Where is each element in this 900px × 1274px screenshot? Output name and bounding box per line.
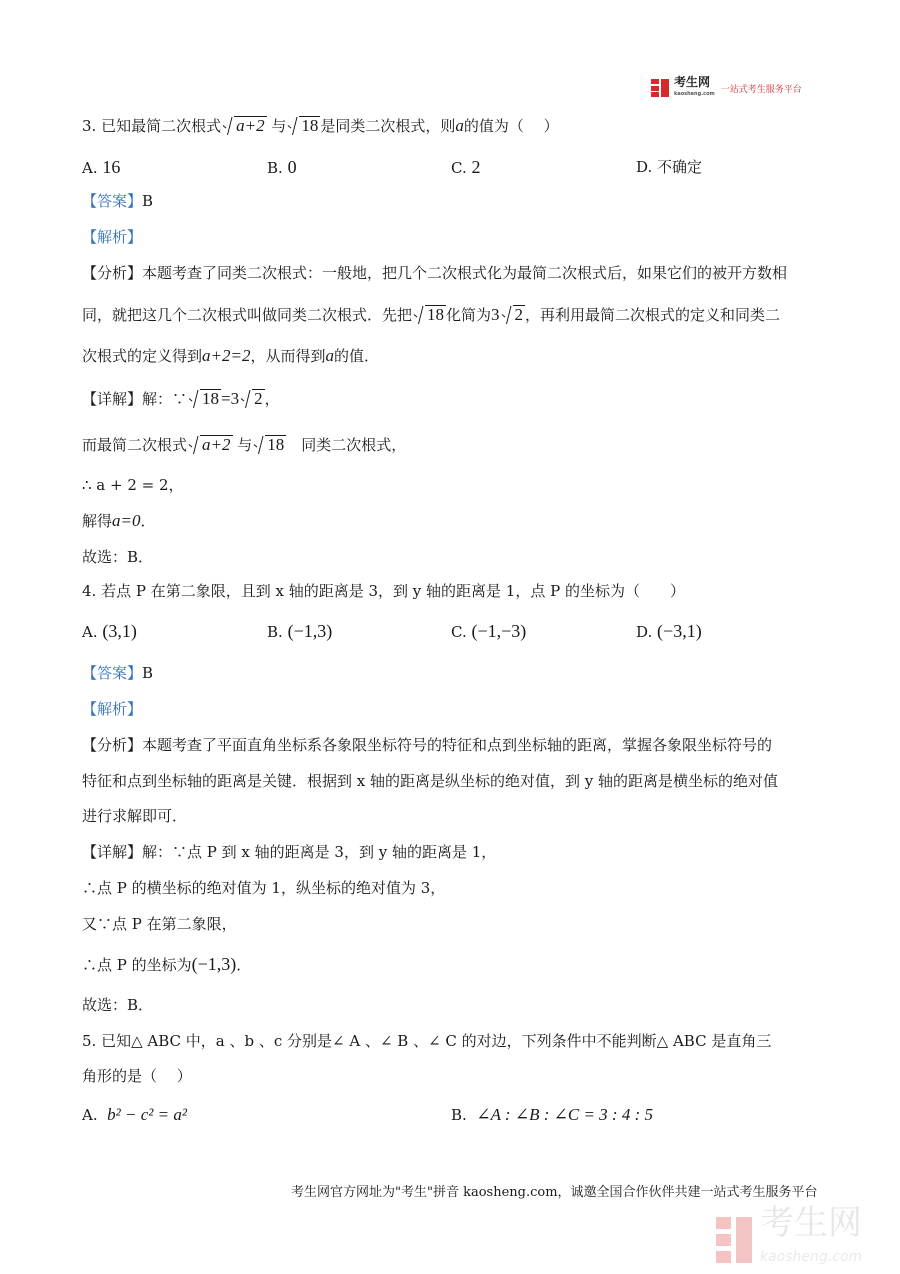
q5-stem-line2: 角形的是（ ） [82, 1067, 192, 1085]
q3-option-b: B. 0 [267, 157, 297, 177]
q3-option-a: A. 16 [82, 157, 121, 177]
q4-option-d: D. (−3,1) [636, 621, 702, 641]
q3-analysis-tag: 【解析】 [82, 228, 143, 246]
q3-xiangjie-line4: 解得a=0． [82, 511, 156, 530]
q4-fenxi-line1: 【分析】本题考查了平面直角坐标系各象限坐标符号的特征和点到坐标轴的距离，掌握各象限坐标符号的 [82, 736, 773, 754]
q5-option-b: B. ∠A : ∠B : ∠C = 3 : 4 : 5 [451, 1105, 653, 1124]
q3-fenxi-line3: 次根式的定义得到a+2=2，从而得到a的值． [82, 346, 379, 365]
q3-option-d: D. 不确定 [636, 158, 703, 176]
header-brand: 考生网 kaosheng.com [674, 76, 715, 100]
q4-fenxi-line2: 特征和点到坐标轴的距离是关键．根据到 x 轴的距离是纵坐标的绝对值，到 y 轴的距离是横坐标的绝对值 [82, 772, 779, 790]
q3-xiangjie-line2: 而最简二次根式 a+2 与 18 同类二次根式， [82, 435, 407, 454]
q4-answer: 【答案】B [82, 664, 154, 682]
watermark-logo-icon [716, 1217, 754, 1263]
q4-xiangjie-line4: ∴点 P 的坐标为(−1,3)． [82, 954, 252, 974]
q3-fenxi-line1: 【分析】本题考查了同类二次根式：一般地，把几个二次根式化为最简二次根式后，如果它们的被开方数相 [82, 264, 788, 282]
watermark [716, 1203, 863, 1274]
q3-fenxi-line2: 同，就把这几个二次根式叫做同类二次根式．先把 18 化简为3 2 ，再利用最简二次根式的定义和同类二 [82, 305, 781, 324]
page-footer: 考生网官方网址为"考生"拼音 kaosheng.com，诚邀全国合作伙伴共建一站式考生服务平台 [291, 1185, 818, 1200]
q4-option-c: C. (−1,−3) [451, 621, 527, 641]
q4-option-a: A. (3,1) [82, 621, 137, 641]
q4-xiangjie-line3: 又∵点 P 在第二象限， [82, 915, 237, 933]
watermark-brand-sub: kaosheng.com [760, 1249, 863, 1265]
header-slogan: 一站式考生服务平台 [720, 84, 802, 95]
q3-stem: 3. 已知最简二次根式 a+2 与 18 是同类二次根式，则a的值为（ ） [82, 116, 559, 135]
q5-stem-line1: 5. 已知△ ABC 中，a 、b 、c 分别是∠ A 、∠ B 、∠ C 的对边，下列条件中不能判断△ ABC 是直角三 [82, 1032, 772, 1050]
kaosheng-logo-icon [651, 79, 671, 97]
q3-xiangjie-line1: 【详解】解：∵ 18 =3 2 ， [82, 389, 280, 408]
q4-fenxi-line3: 进行求解即可． [82, 807, 188, 825]
q5-option-a: A. b² − c² = a² [82, 1105, 187, 1124]
watermark-brand: 考生网 kaosheng.com [760, 1206, 862, 1274]
q3-option-c: C. 2 [451, 157, 481, 177]
q4-stem: 4. 若点 P 在第二象限，且到 x 轴的距离是 3，到 y 轴的距离是 1，点 P 的坐标为（ ） [82, 582, 685, 600]
q3-xiangjie-line5: 故选：B． [82, 548, 154, 566]
q4-xiangjie-line2: ∴点 P 的横坐标的绝对值为 1，纵坐标的绝对值为 3， [82, 879, 446, 897]
q4-xiangjie-line1: 【详解】解：∵点 P 到 x 轴的距离是 3，到 y 轴的距离是 1， [82, 843, 497, 861]
q3-answer: 【答案】B [82, 192, 154, 210]
header-logo [651, 76, 802, 100]
q4-analysis-tag: 【解析】 [82, 700, 143, 718]
q4-option-b: B. (−1,3) [267, 621, 333, 641]
header-brand-sub: kaosheng.com [674, 91, 715, 97]
q3-xiangjie-line3: ∴ a + 2 = 2， [82, 476, 184, 494]
q4-xiangjie-line5: 故选：B． [82, 996, 154, 1014]
